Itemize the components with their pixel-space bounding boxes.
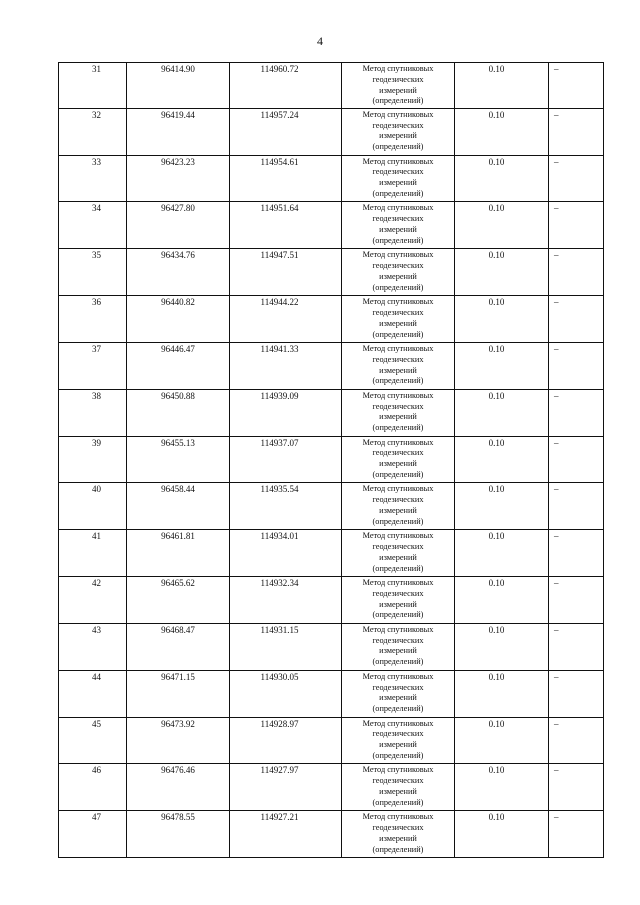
cell-extra: – xyxy=(554,390,559,401)
cell-y-coordinate: 114939.09 xyxy=(230,390,342,436)
method-line: измерений xyxy=(379,459,417,469)
cell-extra: – xyxy=(554,64,559,74)
method-line: (определений) xyxy=(372,797,424,807)
cell-method xyxy=(342,530,455,576)
cell-point-number: 35 xyxy=(59,249,127,295)
method-line: (определений) xyxy=(372,235,424,245)
method-line: измерений xyxy=(379,786,417,796)
method-line: Метод спутниковых xyxy=(362,812,434,822)
cell-accuracy: 0.10 xyxy=(455,343,549,389)
cell-y-coordinate: 114954.61 xyxy=(230,156,342,202)
method-line: геодезических xyxy=(372,495,424,505)
cell-method xyxy=(342,63,455,108)
cell-point-number: 33 xyxy=(59,156,127,202)
method-line: геодезических xyxy=(372,307,424,317)
method-line: (определений) xyxy=(372,704,424,714)
method-line: измерений xyxy=(379,225,417,235)
method-line: Метод спутниковых xyxy=(362,531,434,541)
table-row xyxy=(59,62,603,109)
cell-extra: – xyxy=(554,203,559,214)
cell-y-coordinate: 114944.22 xyxy=(230,296,342,342)
table-row xyxy=(59,576,603,624)
method-line: геодезических xyxy=(372,776,424,786)
method-line: Метод спутниковых xyxy=(362,250,434,260)
cell-point-number: 31 xyxy=(59,63,127,108)
page-number: 4 xyxy=(317,34,323,48)
method-line: геодезических xyxy=(372,261,424,271)
cell-extra: – xyxy=(554,297,559,308)
cell-x-coordinate: 96471.15 xyxy=(127,671,230,717)
cell-x-coordinate: 96455.13 xyxy=(127,437,230,483)
method-line: измерений xyxy=(379,85,417,95)
cell-x-coordinate: 96473.92 xyxy=(127,718,230,764)
cell-x-coordinate: 96476.46 xyxy=(127,764,230,810)
method-line: геодезических xyxy=(372,167,424,177)
cell-y-coordinate: 114927.21 xyxy=(230,811,342,857)
cell-y-coordinate: 114951.64 xyxy=(230,202,342,248)
cell-accuracy: 0.10 xyxy=(455,202,549,248)
table-row xyxy=(59,436,603,484)
cell-point-number: 34 xyxy=(59,202,127,248)
cell-y-coordinate: 114935.54 xyxy=(230,483,342,529)
method-line: Метод спутниковых xyxy=(362,624,434,634)
method-line: геодезических xyxy=(372,354,424,364)
cell-point-number: 41 xyxy=(59,530,127,576)
coordinates-table xyxy=(58,62,604,858)
method-line: (определений) xyxy=(372,610,424,620)
cell-x-coordinate: 96450.88 xyxy=(127,390,230,436)
cell-x-coordinate: 96427.80 xyxy=(127,202,230,248)
method-line: геодезических xyxy=(372,635,424,645)
cell-method xyxy=(342,156,455,202)
cell-extra: – xyxy=(554,578,559,589)
cell-y-coordinate: 114928.97 xyxy=(230,718,342,764)
method-line: (определений) xyxy=(372,376,424,386)
cell-accuracy: 0.10 xyxy=(455,156,549,202)
cell-method xyxy=(342,624,455,670)
method-line: (определений) xyxy=(372,96,424,106)
method-line: Метод спутниковых xyxy=(362,203,434,213)
cell-y-coordinate: 114957.24 xyxy=(230,109,342,155)
table-row xyxy=(59,482,603,530)
method-line: измерений xyxy=(379,412,417,422)
method-line: Метод спутниковых xyxy=(362,343,434,353)
cell-x-coordinate: 96458.44 xyxy=(127,483,230,529)
method-line: (определений) xyxy=(372,657,424,667)
method-line: геодезических xyxy=(372,120,424,130)
cell-y-coordinate: 114941.33 xyxy=(230,343,342,389)
cell-extra: – xyxy=(554,437,559,448)
cell-accuracy: 0.10 xyxy=(455,577,549,623)
method-line: (определений) xyxy=(372,750,424,760)
method-line: измерений xyxy=(379,178,417,188)
cell-method xyxy=(342,437,455,483)
cell-method xyxy=(342,202,455,248)
method-line: (определений) xyxy=(372,189,424,199)
cell-y-coordinate: 114930.05 xyxy=(230,671,342,717)
method-line: Метод спутниковых xyxy=(362,64,434,73)
cell-method xyxy=(342,671,455,717)
cell-y-coordinate: 114934.01 xyxy=(230,530,342,576)
cell-extra: – xyxy=(554,812,559,823)
cell-point-number: 40 xyxy=(59,483,127,529)
method-line: геодезических xyxy=(372,822,424,832)
cell-accuracy: 0.10 xyxy=(455,764,549,810)
method-line: Метод спутниковых xyxy=(362,297,434,307)
cell-accuracy: 0.10 xyxy=(455,671,549,717)
method-line: геодезических xyxy=(372,729,424,739)
method-line: (определений) xyxy=(372,329,424,339)
method-line: геодезических xyxy=(372,74,424,84)
table-row xyxy=(59,717,603,765)
cell-method xyxy=(342,343,455,389)
cell-extra: – xyxy=(554,718,559,729)
method-line: измерений xyxy=(379,646,417,656)
cell-accuracy: 0.10 xyxy=(455,63,549,108)
cell-point-number: 44 xyxy=(59,671,127,717)
cell-accuracy: 0.10 xyxy=(455,624,549,670)
cell-extra: – xyxy=(554,671,559,682)
table-row xyxy=(59,108,603,156)
cell-point-number: 47 xyxy=(59,811,127,857)
cell-x-coordinate: 96423.23 xyxy=(127,156,230,202)
cell-method xyxy=(342,811,455,857)
table-row xyxy=(59,155,603,203)
table-row xyxy=(59,670,603,718)
table-row xyxy=(59,810,603,858)
cell-x-coordinate: 96465.62 xyxy=(127,577,230,623)
cell-method xyxy=(342,764,455,810)
cell-y-coordinate: 114927.97 xyxy=(230,764,342,810)
method-line: (определений) xyxy=(372,563,424,573)
cell-x-coordinate: 96478.55 xyxy=(127,811,230,857)
method-line: Метод спутниковых xyxy=(362,437,434,447)
method-line: Метод спутниковых xyxy=(362,671,434,681)
cell-x-coordinate: 96440.82 xyxy=(127,296,230,342)
cell-method xyxy=(342,483,455,529)
method-line: геодезических xyxy=(372,588,424,598)
cell-point-number: 42 xyxy=(59,577,127,623)
method-line: измерений xyxy=(379,365,417,375)
method-line: Метод спутниковых xyxy=(362,109,434,119)
method-line: измерений xyxy=(379,693,417,703)
cell-point-number: 45 xyxy=(59,718,127,764)
table-row xyxy=(59,295,603,343)
cell-accuracy: 0.10 xyxy=(455,483,549,529)
cell-extra: – xyxy=(554,156,559,167)
method-line: измерений xyxy=(379,599,417,609)
method-line: Метод спутниковых xyxy=(362,390,434,400)
method-line: Метод спутниковых xyxy=(362,578,434,588)
cell-extra: – xyxy=(554,343,559,354)
cell-extra: – xyxy=(554,531,559,542)
cell-method xyxy=(342,249,455,295)
table-row xyxy=(59,763,603,811)
cell-extra: – xyxy=(554,484,559,495)
cell-y-coordinate: 114932.34 xyxy=(230,577,342,623)
cell-point-number: 38 xyxy=(59,390,127,436)
method-line: геодезических xyxy=(372,401,424,411)
cell-x-coordinate: 96468.47 xyxy=(127,624,230,670)
cell-x-coordinate: 96446.47 xyxy=(127,343,230,389)
cell-extra: – xyxy=(554,250,559,261)
method-line: геодезических xyxy=(372,214,424,224)
method-line: измерений xyxy=(379,131,417,141)
method-line: (определений) xyxy=(372,469,424,479)
method-line: (определений) xyxy=(372,844,424,854)
cell-accuracy: 0.10 xyxy=(455,296,549,342)
cell-accuracy: 0.10 xyxy=(455,811,549,857)
cell-x-coordinate: 96419.44 xyxy=(127,109,230,155)
cell-y-coordinate: 114947.51 xyxy=(230,249,342,295)
cell-extra: – xyxy=(554,624,559,635)
method-line: геодезических xyxy=(372,542,424,552)
method-line: (определений) xyxy=(372,142,424,152)
method-line: Метод спутниковых xyxy=(362,484,434,494)
cell-method xyxy=(342,296,455,342)
cell-method xyxy=(342,109,455,155)
cell-accuracy: 0.10 xyxy=(455,390,549,436)
cell-method xyxy=(342,390,455,436)
method-line: (определений) xyxy=(372,516,424,526)
method-line: Метод спутниковых xyxy=(362,156,434,166)
cell-point-number: 39 xyxy=(59,437,127,483)
table-row xyxy=(59,623,603,671)
cell-y-coordinate: 114931.15 xyxy=(230,624,342,670)
cell-point-number: 46 xyxy=(59,764,127,810)
cell-accuracy: 0.10 xyxy=(455,249,549,295)
method-line: (определений) xyxy=(372,282,424,292)
method-line: (определений) xyxy=(372,423,424,433)
table-row xyxy=(59,248,603,296)
cell-y-coordinate: 114960.72 xyxy=(230,63,342,108)
cell-accuracy: 0.10 xyxy=(455,437,549,483)
method-line: Метод спутниковых xyxy=(362,765,434,775)
cell-accuracy: 0.10 xyxy=(455,109,549,155)
table-row xyxy=(59,342,603,390)
method-line: измерений xyxy=(379,740,417,750)
cell-accuracy: 0.10 xyxy=(455,530,549,576)
cell-point-number: 36 xyxy=(59,296,127,342)
method-line: измерений xyxy=(379,271,417,281)
method-line: измерений xyxy=(379,552,417,562)
table-row xyxy=(59,201,603,249)
cell-extra: – xyxy=(554,109,559,120)
method-line: Метод спутниковых xyxy=(362,718,434,728)
cell-method xyxy=(342,577,455,623)
table-row xyxy=(59,389,603,437)
cell-x-coordinate: 96414.90 xyxy=(127,63,230,108)
cell-point-number: 43 xyxy=(59,624,127,670)
method-line: измерений xyxy=(379,318,417,328)
cell-point-number: 37 xyxy=(59,343,127,389)
method-line: измерений xyxy=(379,833,417,843)
cell-x-coordinate: 96461.81 xyxy=(127,530,230,576)
table-row xyxy=(59,529,603,577)
method-line: измерений xyxy=(379,506,417,515)
cell-x-coordinate: 96434.76 xyxy=(127,249,230,295)
cell-extra: – xyxy=(554,765,559,776)
cell-accuracy: 0.10 xyxy=(455,718,549,764)
method-line: геодезических xyxy=(372,448,424,458)
method-line: геодезических xyxy=(372,682,424,692)
cell-y-coordinate: 114937.07 xyxy=(230,437,342,483)
cell-point-number: 32 xyxy=(59,109,127,155)
cell-method xyxy=(342,718,455,764)
